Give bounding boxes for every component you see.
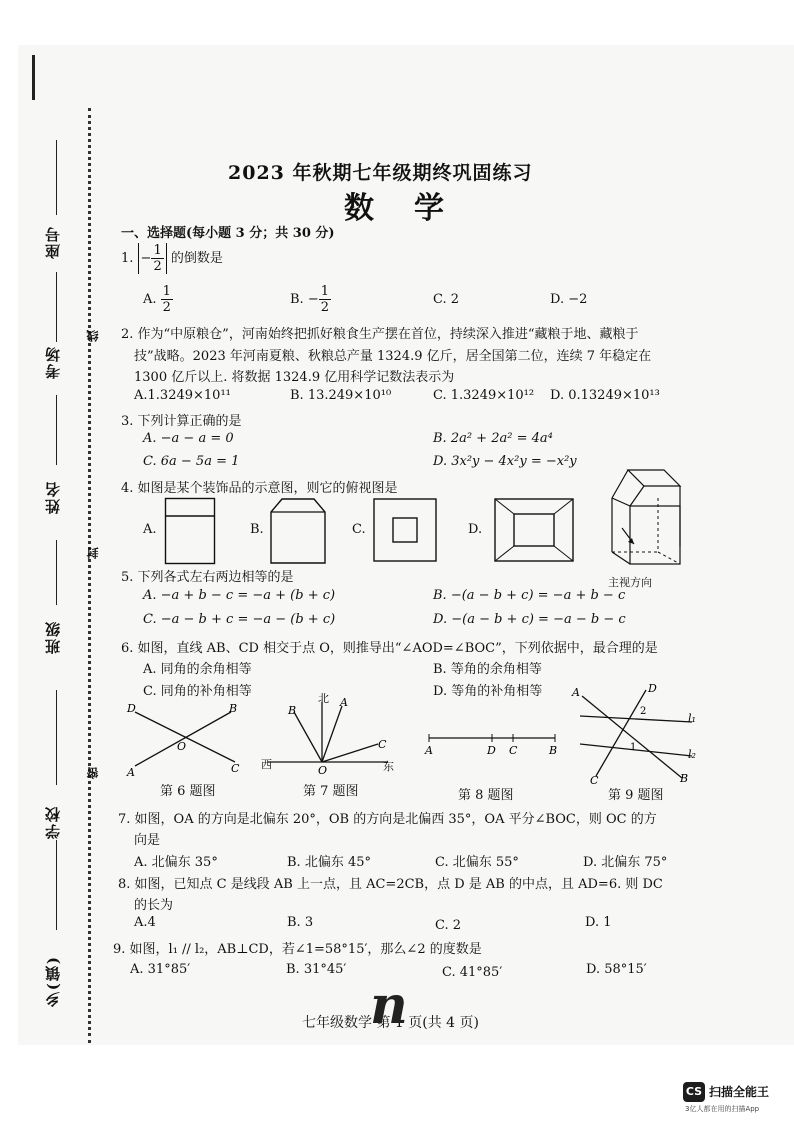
field-line-name — [56, 395, 57, 465]
q4-option-a-label: A. — [143, 522, 157, 537]
camscanner-tagline: 3亿人都在用的扫描App — [685, 1105, 760, 1113]
q4-view-direction-label: 主视方向 — [608, 576, 652, 589]
svg-text:B: B — [229, 702, 238, 715]
secret-mark: 密 — [86, 765, 100, 779]
svg-text:A: A — [572, 686, 580, 699]
svg-text:A: A — [127, 766, 135, 779]
figure-7-east: 东 — [383, 760, 394, 773]
section-heading: 一、选择题(每小题 3 分；共 30 分) — [121, 226, 335, 241]
q7-option-d: D. 北偏东 75° — [583, 855, 668, 870]
q5-option-b: B. −(a − b + c) = −a + b − c — [433, 588, 626, 603]
q5-option-d: D. −(a − b + c) = −a − b − c — [433, 612, 626, 627]
exam-title: 2023 年秋期七年级期终巩固练习 — [228, 162, 533, 184]
q1-b-label: B. − — [290, 292, 319, 307]
svg-text:A: A — [340, 696, 348, 709]
q8-option-a: A.4 — [134, 915, 156, 930]
svg-text:C: C — [509, 744, 518, 757]
figure-7-west: 西 — [261, 758, 272, 771]
q4-option-b-label: B. — [250, 522, 264, 537]
line-mark: 线 — [86, 328, 100, 342]
class-label: 班级 — [44, 620, 62, 654]
svg-text:l₁: l₁ — [688, 712, 696, 725]
field-line-school-top — [56, 690, 57, 785]
q1-a-num: 1 — [162, 284, 171, 299]
q6-option-c: C. 同角的补角相等 — [143, 684, 252, 699]
q8-option-c: C. 2 — [435, 918, 462, 933]
svg-text:D: D — [648, 682, 657, 695]
q4-option-a-figure — [165, 498, 215, 564]
q1-option-d: D. −2 — [550, 292, 588, 307]
q1-number: 1. — [121, 251, 134, 266]
svg-text:B: B — [680, 772, 689, 785]
svg-text:C: C — [590, 774, 599, 787]
q2-option-a: A.1.3249×10¹¹ — [134, 388, 231, 403]
q1-absolute-value: − $\frac{1}{2}$ — [138, 243, 167, 274]
figure-7 — [258, 692, 398, 778]
q9-option-a: A. 31°85′ — [130, 962, 191, 977]
svg-text:D: D — [487, 744, 496, 757]
q9-option-b: B. 31°45′ — [286, 962, 347, 977]
svg-text:1: 1 — [630, 742, 637, 753]
seat-label: 座号 — [44, 225, 62, 259]
field-line-class — [56, 540, 57, 605]
q4-option-d-figure — [494, 498, 574, 562]
q9-option-d: D. 58°15′ — [586, 962, 647, 977]
page-footer: 七年级数学 第 1 页(共 4 页) — [302, 1015, 479, 1031]
svg-text:B: B — [549, 744, 558, 757]
q9-stem: 9. 如图，l₁ // l₂，AB⊥CD，若∠1=58°15′，那么∠2 的度数是 — [113, 942, 482, 957]
q4-stem: 4. 如图是某个装饰品的示意图，则它的俯视图是 — [121, 481, 398, 496]
field-line-school — [56, 840, 57, 930]
figure-8 — [425, 728, 560, 758]
q3-stem: 3. 下列计算正确的是 — [121, 414, 242, 429]
question-1 — [121, 243, 223, 274]
figure-8-caption: 第 8 题图 — [458, 788, 514, 803]
q2-option-d: D. 0.13249×10¹³ — [550, 388, 660, 403]
q5-option-c: C. −a − b + c = −a − (b + c) — [143, 612, 336, 627]
field-line-seat — [56, 140, 57, 215]
figure-9-caption: 第 9 题图 — [608, 788, 664, 803]
svg-text:O: O — [318, 764, 328, 777]
q2-line-3: 1300 亿斤以上. 将数据 1324.9 亿用科学记数法表示为 — [134, 370, 455, 385]
q9-option-c: C. 41°85′ — [442, 965, 503, 980]
figure-6 — [125, 700, 250, 780]
svg-text:D: D — [127, 702, 136, 715]
q4-solid-figure — [608, 468, 684, 578]
q1-a-den: 2 — [162, 300, 171, 315]
town-label: 乡(镇) — [44, 955, 62, 1008]
camscanner-logo-icon: CS — [683, 1082, 705, 1102]
svg-text:A: A — [425, 744, 433, 757]
q5-option-a: A. −a + b − c = −a + (b + c) — [143, 588, 336, 603]
room-label: 考场 — [44, 345, 62, 379]
q7-option-a: A. 北偏东 35° — [134, 855, 218, 870]
q6-stem: 6. 如图，直线 AB、CD 相交于点 O，则推导出“∠AOD=∠BOC”，下列依据中，最合理的是 — [121, 641, 658, 656]
q8-line-2: 的长为 — [134, 898, 174, 913]
q7-line-1: 7. 如图，OA 的方向是北偏东 20°，OB 的方向是北偏西 35°，OA 平分∠BOC，则 OC 的方 — [118, 812, 657, 827]
svg-text:l₂: l₂ — [688, 748, 696, 761]
q2-line-1: 2. 作为“中原粮仓”，河南始终把抓好粮食生产摆在首位，持续深入推进“藏粮于地、藏粮于 — [121, 327, 639, 342]
q4-option-b-figure — [270, 498, 326, 564]
watermark-n-logo: n — [370, 975, 408, 1036]
q8-option-b: B. 3 — [287, 915, 314, 930]
q4-option-d-label: D. — [468, 522, 483, 537]
q1-option-b — [290, 284, 331, 315]
q1-b-den: 2 — [320, 300, 329, 315]
svg-text:2: 2 — [640, 706, 647, 717]
margin-line — [32, 55, 35, 100]
q6-option-a: A. 同角的余角相等 — [143, 662, 252, 677]
figure-9 — [570, 682, 700, 787]
subject-title: 数学 — [344, 191, 484, 226]
q2-line-2: 技”战略。2023 年河南夏粮、秋粮总产量 1324.9 亿斤，居全国第二位，连续 7 年稳定在 — [134, 349, 652, 364]
q5-stem: 5. 下列各式左右两边相等的是 — [121, 570, 294, 585]
q7-line-2: 向是 — [134, 833, 161, 848]
figure-6-caption: 第 6 题图 — [160, 784, 216, 799]
q1-a-label: A. — [143, 292, 157, 307]
binding-dotted-line — [88, 108, 91, 1043]
q3-option-c: C. 6a − 5a = 1 — [143, 454, 240, 469]
q4-option-c-figure — [373, 498, 437, 562]
q1-stem: 的倒数是 — [170, 251, 223, 266]
q7-option-c: C. 北偏东 55° — [435, 855, 519, 870]
q3-option-d: D. 3x²y − 4x²y = −x²y — [433, 454, 577, 469]
q3-option-b: B. 2a² + 2a² = 4a⁴ — [433, 431, 553, 446]
svg-text:C: C — [378, 738, 387, 751]
q7-option-b: B. 北偏东 45° — [287, 855, 371, 870]
q1-option-a — [143, 284, 173, 315]
q4-option-c-label: C. — [352, 522, 366, 537]
name-label: 姓名 — [44, 480, 62, 514]
q8-line-1: 8. 如图，已知点 C 是线段 AB 上一点，且 AC=2CB，点 D 是 AB 的中点，且 AD=6. 则 DC — [118, 877, 663, 892]
q3-option-a: A. −a − a = 0 — [143, 431, 234, 446]
q1-b-num: 1 — [320, 284, 329, 299]
q1-frac-numerator: 1 — [153, 243, 162, 258]
q1-frac-denominator: 2 — [153, 259, 162, 274]
svg-text:北: 北 — [318, 692, 329, 705]
seal-mark: 封 — [86, 545, 100, 559]
svg-text:B: B — [288, 704, 297, 717]
q6-option-d: D. 等角的补角相等 — [433, 684, 543, 699]
svg-text:O: O — [177, 740, 187, 753]
camscanner-brand: 扫描全能王 — [709, 1085, 770, 1099]
q2-option-b: B. 13.249×10¹⁰ — [290, 388, 392, 403]
q2-option-c: C. 1.3249×10¹² — [433, 388, 535, 403]
svg-text:C: C — [231, 762, 240, 775]
q1-option-c: C. 2 — [433, 292, 460, 307]
field-line-room — [56, 272, 57, 342]
q8-option-d: D. 1 — [585, 915, 612, 930]
q6-option-b: B. 等角的余角相等 — [433, 662, 542, 677]
figure-7-caption: 第 7 题图 — [303, 784, 359, 799]
school-label: 学校 — [44, 805, 62, 839]
